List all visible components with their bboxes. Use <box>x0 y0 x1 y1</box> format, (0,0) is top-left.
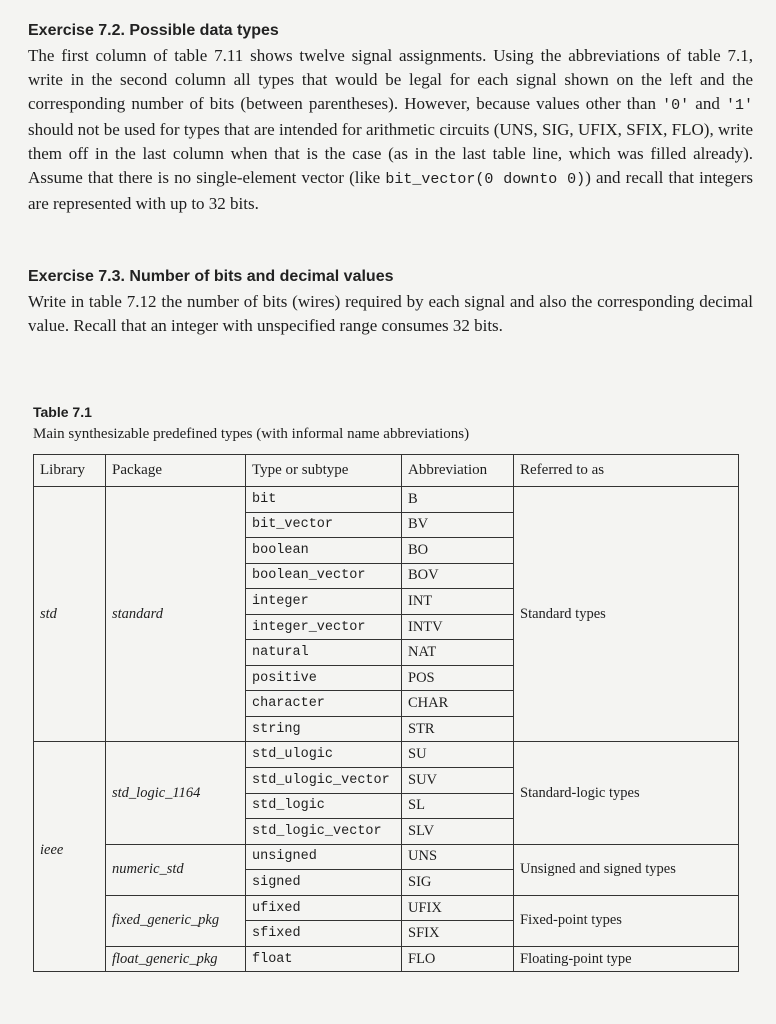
referred-cell: Standard-logic types <box>514 742 739 844</box>
referred-cell: Unsigned and signed types <box>514 844 739 895</box>
exercise-7-3-text: Write in table 7.12 the number of bits (wires) required by each signal and also the corresponding decimal value. Recall that an integer with unspecified range consumes 32 bits. <box>28 292 753 335</box>
type-cell: ufixed <box>246 895 402 921</box>
type-cell: bit <box>246 487 402 513</box>
header-type: Type or subtype <box>246 455 402 487</box>
abbr-cell: SLV <box>402 819 514 845</box>
type-cell: float <box>246 946 402 972</box>
package-cell: standard <box>106 487 246 742</box>
type-cell: integer_vector <box>246 614 402 640</box>
type-cell: natural <box>246 640 402 666</box>
table-row <box>34 742 739 768</box>
package-cell: fixed_generic_pkg <box>106 895 246 946</box>
abbr-cell: SU <box>402 742 514 768</box>
library-cell: ieee <box>34 742 106 972</box>
type-cell: integer <box>246 589 402 615</box>
table-row <box>34 946 739 972</box>
abbr-cell: STR <box>402 716 514 742</box>
type-cell: std_ulogic <box>246 742 402 768</box>
abbr-cell: POS <box>402 665 514 691</box>
referred-cell: Standard types <box>514 487 739 742</box>
type-cell: unsigned <box>246 844 402 870</box>
referred-cell: Fixed-point types <box>514 895 739 946</box>
abbr-cell: B <box>402 487 514 513</box>
type-cell: signed <box>246 870 402 896</box>
abbr-cell: NAT <box>402 640 514 666</box>
exercise-7-2-title: Exercise 7.2. Possible data types <box>28 22 279 39</box>
table-title: Table 7.1 <box>33 404 92 420</box>
type-cell: bit_vector <box>246 512 402 538</box>
exercise-7-3-title: Exercise 7.3. Number of bits and decimal values <box>28 268 394 285</box>
abbr-cell: SIG <box>402 870 514 896</box>
table-row <box>34 844 739 870</box>
table-header-row <box>34 455 739 487</box>
table-subtitle: Main synthesizable predefined types (with informal name abbreviations) <box>33 426 470 442</box>
abbr-cell: INT <box>402 589 514 615</box>
abbr-cell: SL <box>402 793 514 819</box>
exercise-7-3 <box>28 268 753 338</box>
referred-cell: Floating-point type <box>514 946 739 972</box>
header-referred: Referred to as <box>514 455 739 487</box>
abbr-cell: UNS <box>402 844 514 870</box>
abbr-cell: UFIX <box>402 895 514 921</box>
abbr-cell: FLO <box>402 946 514 972</box>
type-cell: std_ulogic_vector <box>246 768 402 794</box>
header-library: Library <box>34 455 106 487</box>
library-cell: std <box>34 487 106 742</box>
package-cell: numeric_std <box>106 844 246 895</box>
abbr-cell: BO <box>402 538 514 564</box>
abbr-cell: INTV <box>402 614 514 640</box>
abbr-cell: BOV <box>402 563 514 589</box>
type-cell: boolean <box>246 538 402 564</box>
table-row <box>34 487 739 513</box>
header-package: Package <box>106 455 246 487</box>
abbr-cell: SUV <box>402 768 514 794</box>
types-table <box>33 454 739 972</box>
type-cell: sfixed <box>246 921 402 947</box>
abbr-cell: CHAR <box>402 691 514 717</box>
abbr-cell: BV <box>402 512 514 538</box>
abbr-cell: SFIX <box>402 921 514 947</box>
table-caption <box>33 404 469 443</box>
exercise-7-2 <box>28 22 753 216</box>
exercise-7-2-text: The first column of table 7.11 shows twelve signal assignments. Using the abbreviations of table 7.1, write in the second column all types that would be legal for each signal shown on the left and the corresponding number of bits (between parentheses). However, because values other than '0' and '1' should not be used for types that are intended for arithmetic circuits (UNS, SIG, UFIX, SFIX, FLO), write them off in the last column when that is the case (as in the last table line, which was filled already). Assume that there is no single-element vector (like bit_vector(0 downto 0)) and recall that integers are represented with up to 32 bits. <box>28 46 753 213</box>
type-cell: character <box>246 691 402 717</box>
type-cell: string <box>246 716 402 742</box>
table-row <box>34 895 739 921</box>
type-cell: positive <box>246 665 402 691</box>
type-cell: std_logic <box>246 793 402 819</box>
package-cell: std_logic_1164 <box>106 742 246 844</box>
type-cell: std_logic_vector <box>246 819 402 845</box>
header-abbreviation: Abbreviation <box>402 455 514 487</box>
package-cell: float_generic_pkg <box>106 946 246 972</box>
type-cell: boolean_vector <box>246 563 402 589</box>
